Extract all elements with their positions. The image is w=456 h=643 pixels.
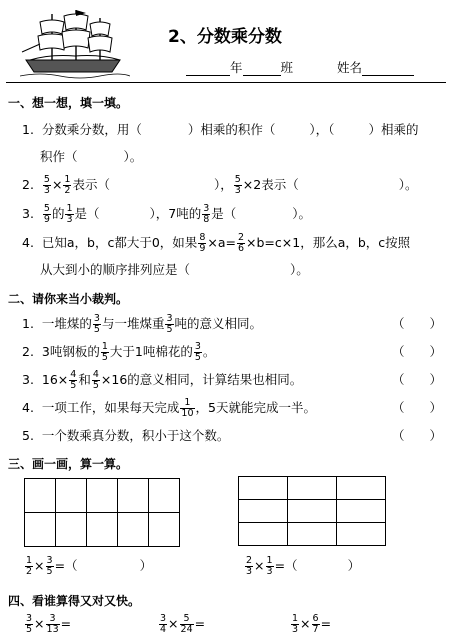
fraction: $\frac{1}{3}$ bbox=[66, 203, 73, 225]
fraction: $\frac{6}{7}$ bbox=[312, 613, 319, 635]
fraction: $\frac{3}{4}$ bbox=[160, 613, 167, 635]
fraction: $\frac{3}{5}$ bbox=[93, 313, 100, 335]
fraction: $\frac{3}{5}$ bbox=[46, 555, 53, 577]
s1-q4-line2: 从大到小的顺序排列应是（ ）。 bbox=[40, 262, 309, 277]
name-blank[interactable] bbox=[362, 61, 414, 76]
fraction: $\frac{1}{2}$ bbox=[64, 174, 71, 196]
fraction: $\frac{2}{3}$ bbox=[246, 555, 253, 577]
s2-q5-answer-paren[interactable]: （ ） bbox=[392, 428, 443, 443]
fraction: $\frac{1}{3}$ bbox=[266, 555, 273, 577]
s4-item-1: $\frac{3}{5}$ × $\frac{3}{13}$ = bbox=[26, 613, 72, 635]
fraction: $\frac{3}{8}$ bbox=[203, 203, 210, 225]
page-title: 2、分数乘分数 bbox=[168, 27, 282, 47]
grade-label: 年 bbox=[230, 60, 243, 75]
s2-q3-answer-paren[interactable]: （ ） bbox=[392, 372, 443, 387]
drawing-grid-left[interactable] bbox=[24, 478, 180, 547]
s2-q4: 4. 一项工作，如果每天完成 $\frac{1}{10}$ ，5天就能完成一半。 bbox=[22, 397, 316, 419]
class-label: 班 bbox=[280, 60, 294, 75]
fraction: $\frac{1}{10}$ bbox=[181, 397, 194, 419]
s1-q1-line1: 1. 分数乘分数，用（ ）相乘的积作（ ），（ ）相乘的 bbox=[22, 122, 419, 137]
section2-heading: 二、请你来当小裁判。 bbox=[8, 292, 129, 306]
header-rule bbox=[6, 82, 446, 83]
s2-q1-answer-paren[interactable]: （ ） bbox=[392, 316, 443, 331]
fraction: $\frac{4}{5}$ bbox=[70, 369, 77, 391]
fraction: $\frac{3}{5}$ bbox=[194, 341, 201, 363]
s2-q2-answer-paren[interactable]: （ ） bbox=[392, 344, 443, 359]
class-blank[interactable] bbox=[243, 61, 281, 76]
fraction: $\frac{3}{5}$ bbox=[166, 313, 173, 335]
s2-q4-answer-paren[interactable]: （ ） bbox=[392, 400, 443, 415]
s1-q3: 3. $\frac{5}{9}$ 的 $\frac{1}{3}$ 是（ ），7吨的 $\frac{3}{8}$ 是（ ）。 bbox=[22, 203, 312, 225]
student-info-line bbox=[186, 60, 414, 76]
s2-q3: 3. 16× $\frac{4}{5}$ 和 $\frac{4}{5}$ ×16的意义相同，计算结果也相同。 bbox=[22, 369, 303, 391]
s3-left-expression: $\frac{1}{2}$ × $\frac{3}{5}$ =（ ） bbox=[26, 555, 153, 577]
s3-right-expression: $\frac{2}{3}$ × $\frac{1}{3}$ =（ ） bbox=[246, 555, 361, 577]
fraction: $\frac{1}{2}$ bbox=[26, 555, 33, 577]
fraction: $\frac{8}{9}$ bbox=[199, 232, 206, 254]
s1-q2: 2. $\frac{5}{3}$ × $\frac{1}{2}$ 表示（ ）， $\frac{5}{3}$ ×2表示（ ）。 bbox=[22, 174, 418, 196]
s2-q5: 5. 一个数乘真分数，积小于这个数。 bbox=[22, 428, 230, 443]
grade-blank[interactable] bbox=[186, 61, 230, 76]
fraction: $\frac{3}{13}$ bbox=[46, 613, 59, 635]
section4-heading: 四、看谁算得又对又快。 bbox=[8, 594, 141, 608]
s4-item-2: $\frac{3}{4}$ × $\frac{5}{24}$ = bbox=[160, 613, 206, 635]
fraction: $\frac{1}{5}$ bbox=[101, 341, 108, 363]
sailing-ship-illustration bbox=[20, 8, 130, 80]
fraction: $\frac{5}{9}$ bbox=[43, 203, 50, 225]
fraction: $\frac{3}{5}$ bbox=[26, 613, 33, 635]
s1-q1-line2: 积作（ ）。 bbox=[40, 149, 143, 164]
name-label: 姓名 bbox=[337, 60, 363, 75]
drawing-grid-right[interactable] bbox=[238, 476, 386, 546]
fraction: $\frac{4}{5}$ bbox=[92, 369, 99, 391]
section1-heading: 一、想一想，填一填。 bbox=[8, 96, 129, 110]
fraction: $\frac{2}{6}$ bbox=[237, 232, 245, 254]
s2-q2: 2. 3吨钢板的 $\frac{1}{5}$ 大于1吨棉花的 $\frac{3}{5}$ 。 bbox=[22, 341, 216, 363]
fraction: $\frac{1}{3}$ bbox=[292, 613, 299, 635]
fraction: $\frac{5}{3}$ bbox=[43, 174, 50, 196]
fraction: $\frac{5}{24}$ bbox=[180, 613, 193, 635]
section3-heading: 三、画一画，算一算。 bbox=[8, 457, 129, 471]
s2-q1: 1. 一堆煤的 $\frac{3}{5}$ 与一堆煤重 $\frac{3}{5}$ 吨的意义相同。 bbox=[22, 313, 263, 335]
fraction: $\frac{5}{3}$ bbox=[234, 174, 241, 196]
s4-item-3: $\frac{1}{3}$ × $\frac{6}{7}$ = bbox=[292, 613, 332, 635]
s1-q4-line1: 4. 已知a，b，c都大于0，如果 $\frac{8}{9}$ ×a= $\frac{2}{6}$ ×b=c×1，那么a，b，c按照 bbox=[22, 232, 411, 254]
